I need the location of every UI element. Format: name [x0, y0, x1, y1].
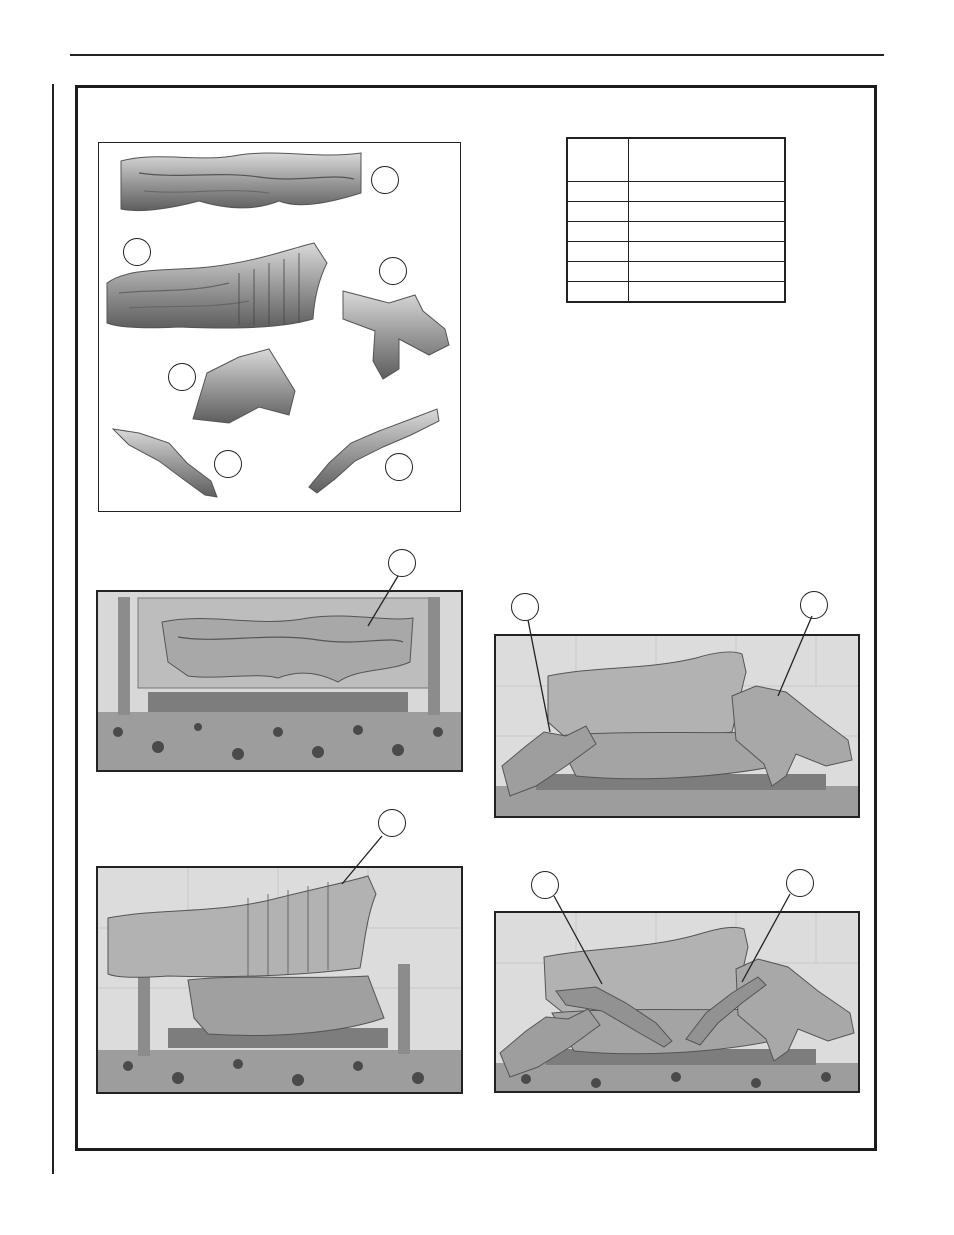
table-cell: [629, 182, 786, 202]
callout-circle: [168, 363, 196, 391]
margin-rule: [52, 84, 54, 1174]
callout-circle: [371, 166, 399, 194]
callout-leader: [548, 892, 608, 992]
log-3-shape: [343, 291, 449, 379]
table-header-row: [567, 138, 785, 182]
table-row: [567, 222, 785, 242]
log-6-shape: [309, 409, 439, 493]
callout-circle: [123, 238, 151, 266]
parts-table: [566, 137, 786, 303]
table-row: [567, 282, 785, 303]
table-cell: [567, 202, 629, 222]
callout-leader: [736, 890, 796, 990]
table-cell: [567, 222, 629, 242]
table-cell: [629, 262, 786, 282]
table-header-cell: [567, 138, 629, 182]
header-rule: [70, 54, 884, 56]
table-cell: [567, 262, 629, 282]
log-5-shape: [113, 429, 217, 497]
callout-leader: [520, 616, 560, 736]
table-header-cell: [629, 138, 786, 182]
callout-circle: [379, 257, 407, 285]
log-1-shape: [121, 153, 361, 211]
log-4-shape: [193, 349, 295, 423]
log-shape: [188, 976, 384, 1035]
callout-leader: [770, 612, 820, 702]
table-row: [567, 242, 785, 262]
callout-leader: [336, 830, 396, 890]
table-cell: [629, 202, 786, 222]
table-cell: [629, 282, 786, 303]
table-row: [567, 182, 785, 202]
table-cell: [567, 242, 629, 262]
step-2-illustration: [98, 868, 461, 1092]
step-2-photo: [96, 866, 463, 1094]
table-cell: [629, 222, 786, 242]
table-row: [567, 202, 785, 222]
callout-leader: [360, 570, 410, 630]
log-parts-panel: [98, 142, 461, 512]
table-cell: [567, 182, 629, 202]
callout-circle: [385, 453, 413, 481]
table-cell: [629, 242, 786, 262]
table-cell: [567, 282, 629, 303]
callout-circle: [214, 450, 242, 478]
table-row: [567, 262, 785, 282]
